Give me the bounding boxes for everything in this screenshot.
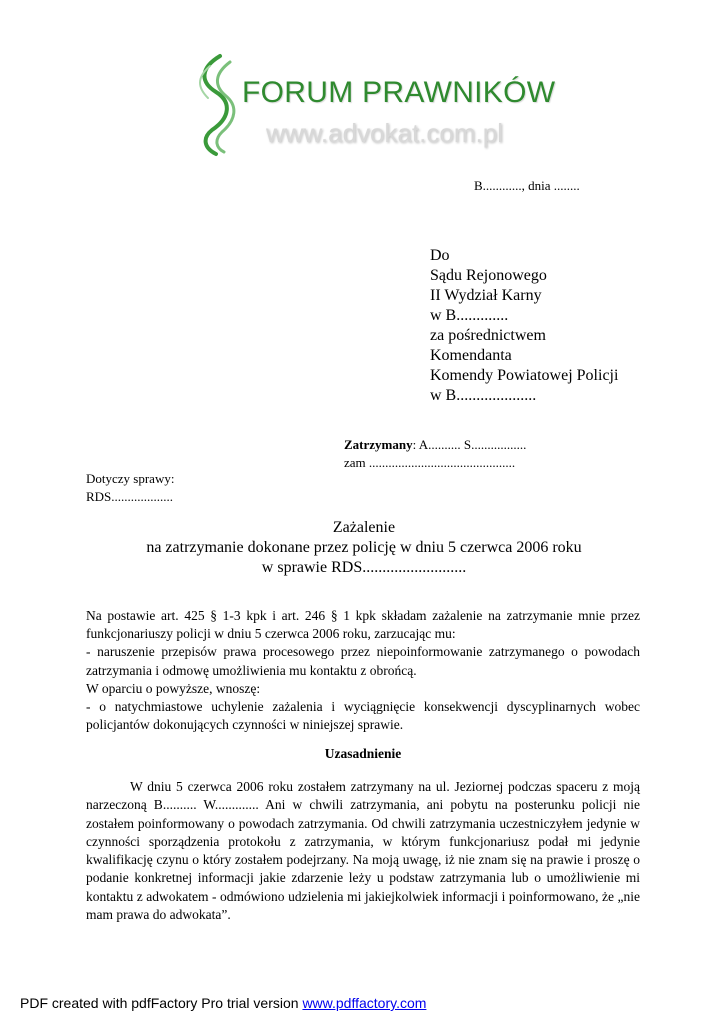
recipient-line: Sądu Rejonowego (430, 267, 547, 284)
detainee-address: zam ............................................. (344, 455, 516, 470)
recipient-line: II Wydział Karny (430, 287, 542, 304)
heading-subtitle: na zatrzymanie dokonane przez policję w dniu 5 czerwca 2006 roku (146, 539, 582, 556)
document-heading (86, 518, 642, 578)
recipient-line: Komendanta (430, 347, 512, 364)
detainee-name: : A.......... S................. (412, 437, 527, 452)
logo-title: FORUM PRAWNIKÓW (242, 76, 556, 109)
justification-title: Uzasadnienie (324, 746, 402, 761)
heading-case: w sprawie RDS.......................... (261, 559, 467, 576)
detainee-block (344, 436, 526, 472)
recipient-line: w B............. (430, 307, 509, 324)
complaint-body (86, 607, 640, 734)
justification-text: W dniu 5 czerwca 2006 roku zostałem zatrzymany na ul. Jeziornej podczas spaceru z moją narzeczoną B.......... W............. Ani w chwili zatrzymania, ani pobytu na posterunku policji nie zostałem poinformowany o powodach zatrzymania. Od chwili zatrzymania uczestniczyłem jedynie w czynności sporządzenia protokołu z zatrzymania, w którym funkcjonariusz podał mi jedynie kwalifikację czynu o który zostałem podejrzany. Na moją uwagę, iż nie znam się na prawie i proszę o podanie konkretnej informacji jakie zdarzenie leży u podstaw zatrzymania lub o umożliwienie mi kontaktu z adwokatem - odmówiono udzielenia mi jakiejkolwiek informacji i poinformowano, że „nie mam prawa do adwokata”. (86, 779, 640, 923)
pdf-footer (20, 995, 426, 1011)
recipient-line: Komendy Powiatowej Policji (430, 367, 619, 384)
recipient-line: za pośrednictwem (430, 327, 546, 344)
recipient-line: w B.................... (430, 387, 537, 404)
body-paragraph: - naruszenie przepisów prawa procesowego przez niepoinformowanie zatrzymanego o powodach zatrzymania i odmowę umożliwienia mu kontaktu z obrońcą. (86, 644, 640, 678)
recipient-address (430, 246, 618, 406)
logo-url: www.advokat.com.pl (266, 118, 503, 148)
detainee-label: Zatrzymany (344, 437, 413, 452)
case-reference (86, 470, 174, 506)
pdffactory-link[interactable]: www.pdffactory.com (302, 995, 427, 1011)
swirl-icon (190, 52, 242, 157)
body-paragraph: W oparciu o powyższe, wnoszę: (86, 680, 261, 696)
body-paragraph: Na postawie art. 425 § 1-3 kpk i art. 246 § 1 kpk składam zażalenie na zatrzymanie mnie przez funkcjonariuszy policji w dniu 5 czerwca 2006 roku, zarzucając mu: (86, 608, 640, 642)
body-paragraph: - o natychmiastowe uchylenie zażalenia i wyciągnięcie konsekwencji dyscyplinarnych wobec policjantów dokonujących czynności w niniejszej sprawie. (86, 699, 640, 733)
case-ref-label: Dotyczy sprawy: (86, 471, 175, 486)
heading-title: Zażalenie (332, 519, 396, 536)
forum-logo (190, 52, 556, 162)
place-date: B............, dnia ........ (474, 178, 580, 193)
footer-text: PDF created with pdfFactory Pro trial version (20, 995, 303, 1011)
case-ref-value: RDS................... (86, 489, 174, 504)
recipient-line: Do (430, 247, 450, 264)
